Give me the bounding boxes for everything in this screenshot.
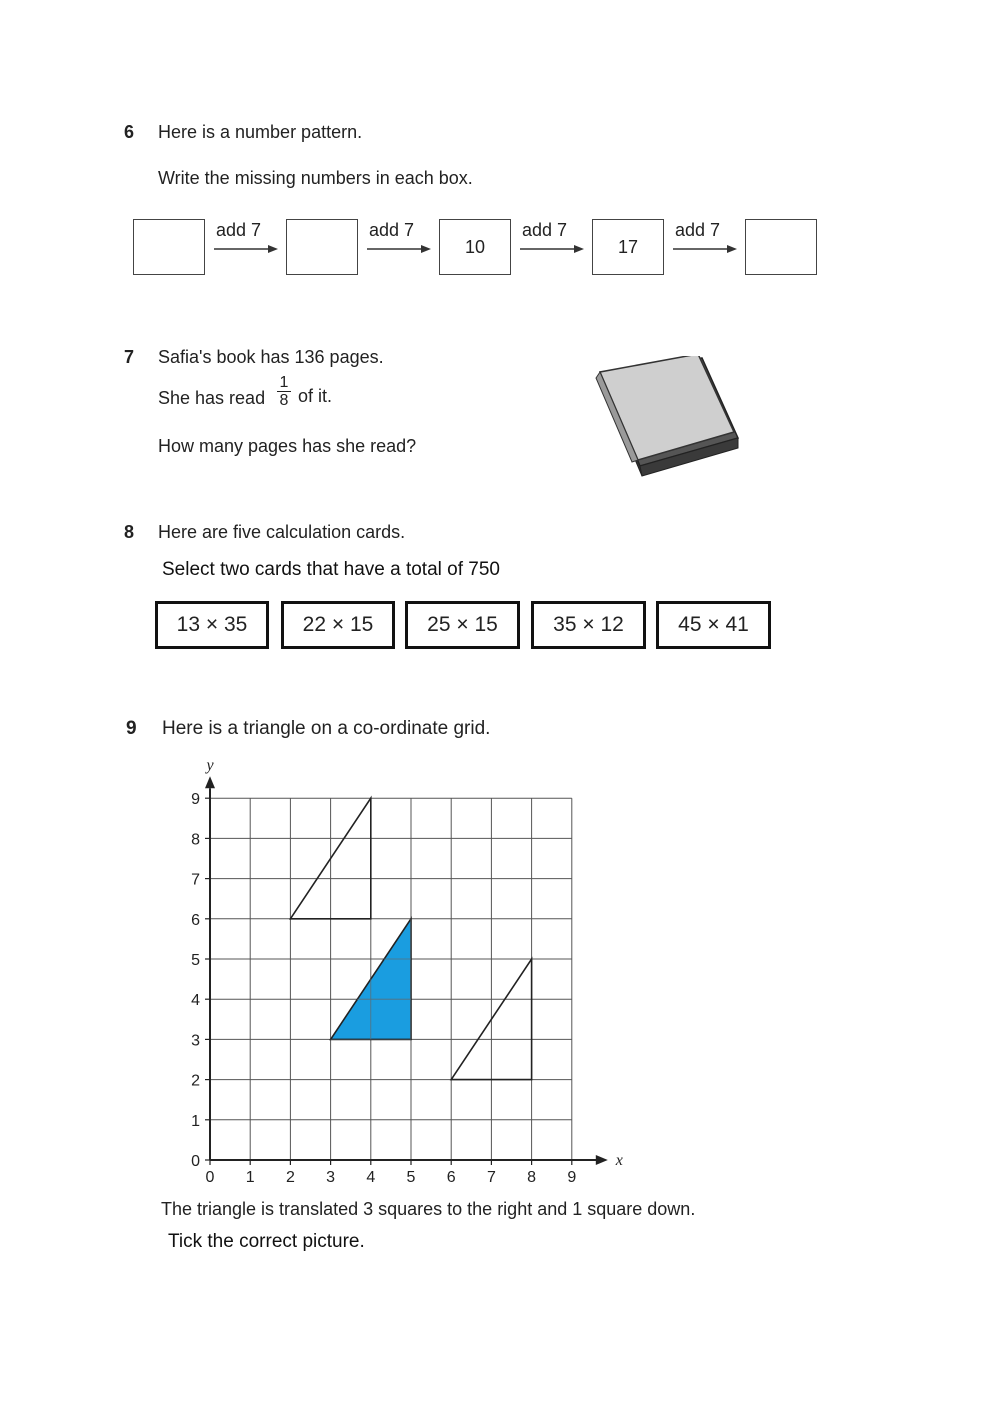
calc-card-2[interactable]: 22 × 15 [281,601,395,649]
calc-card-1[interactable]: 13 × 35 [155,601,269,649]
book-icon [592,356,742,481]
question-7-line2-after: of it. [298,386,333,406]
y-tick-label: 0 [191,1153,200,1170]
question-6-title: Here is a number pattern. [158,122,363,142]
question-9-title: Here is a triangle on a co-ordinate grid. [162,718,491,739]
arrow-label-1: add 7 [216,220,262,240]
y-tick-label: 2 [191,1072,200,1090]
pattern-box-4: 17 [592,219,664,275]
question-8-instruction: Select two cards that have a total of 750 [162,559,500,580]
y-axis-arrow-icon [205,776,215,788]
coordinate-grid [160,745,630,1195]
pattern-box-2[interactable] [286,219,358,275]
question-8-title: Here are five calculation cards. [158,522,406,542]
y-tick-label: 5 [191,952,200,969]
question-7-question: How many pages has she read? [158,436,417,456]
x-tick-label: 7 [486,1169,496,1186]
arrow-label-3: add 7 [522,220,568,240]
fraction-numerator: 1 [279,374,289,391]
arrow-right-icon [214,244,278,254]
y-tick-label: 8 [191,831,200,849]
calc-card-3[interactable]: 25 × 15 [405,601,520,649]
question-7-line1: Safia's book has 136 pages. [158,347,384,367]
question-6-instruction: Write the missing numbers in each box. [158,168,473,188]
fraction-denominator: 8 [279,392,289,409]
arrow-right-icon [367,244,431,254]
fraction-one-eighth [276,374,292,409]
x-tick-label: 2 [285,1169,295,1186]
y-tick-label: 6 [191,911,200,929]
x-tick-label: 1 [245,1169,255,1186]
x-tick-label: 4 [366,1169,376,1186]
arrow-label-2: add 7 [369,220,415,240]
arrow-right-icon [520,244,584,254]
question-9-number: 9 [126,718,137,739]
x-tick-label: 8 [527,1169,537,1186]
x-tick-label: 5 [406,1169,416,1186]
calc-card-5[interactable]: 45 × 41 [656,601,771,649]
x-tick-label: 3 [326,1169,336,1186]
x-tick-label: 9 [567,1169,577,1186]
pattern-box-5[interactable] [745,219,817,275]
x-tick-label: 6 [446,1169,456,1186]
question-7-number: 7 [124,347,135,367]
pattern-box-1[interactable] [133,219,205,275]
question-7-line2-before: She has read [158,388,266,408]
x-axis-arrow-icon [596,1155,608,1165]
triangle-shapes [210,798,572,1160]
question-6-number: 6 [124,122,135,142]
arrow-label-4: add 7 [675,220,721,240]
x-tick-label: 0 [205,1169,215,1186]
y-tick-label: 4 [191,992,200,1010]
question-9-instruction: Tick the correct picture. [168,1231,365,1252]
y-tick-label: 3 [191,1032,200,1050]
calc-card-4[interactable]: 35 × 12 [531,601,646,649]
y-tick-label: 1 [191,1112,200,1130]
question-8-number: 8 [124,522,135,542]
pattern-box-3: 10 [439,219,511,275]
y-axis-label: y [206,757,214,775]
y-tick-label: 7 [191,871,200,889]
y-tick-label: 9 [191,791,200,809]
arrow-right-icon [673,244,737,254]
question-9-statement: The triangle is translated 3 squares to the right and 1 square down. [161,1199,696,1219]
x-axis-label: x [615,1152,623,1169]
